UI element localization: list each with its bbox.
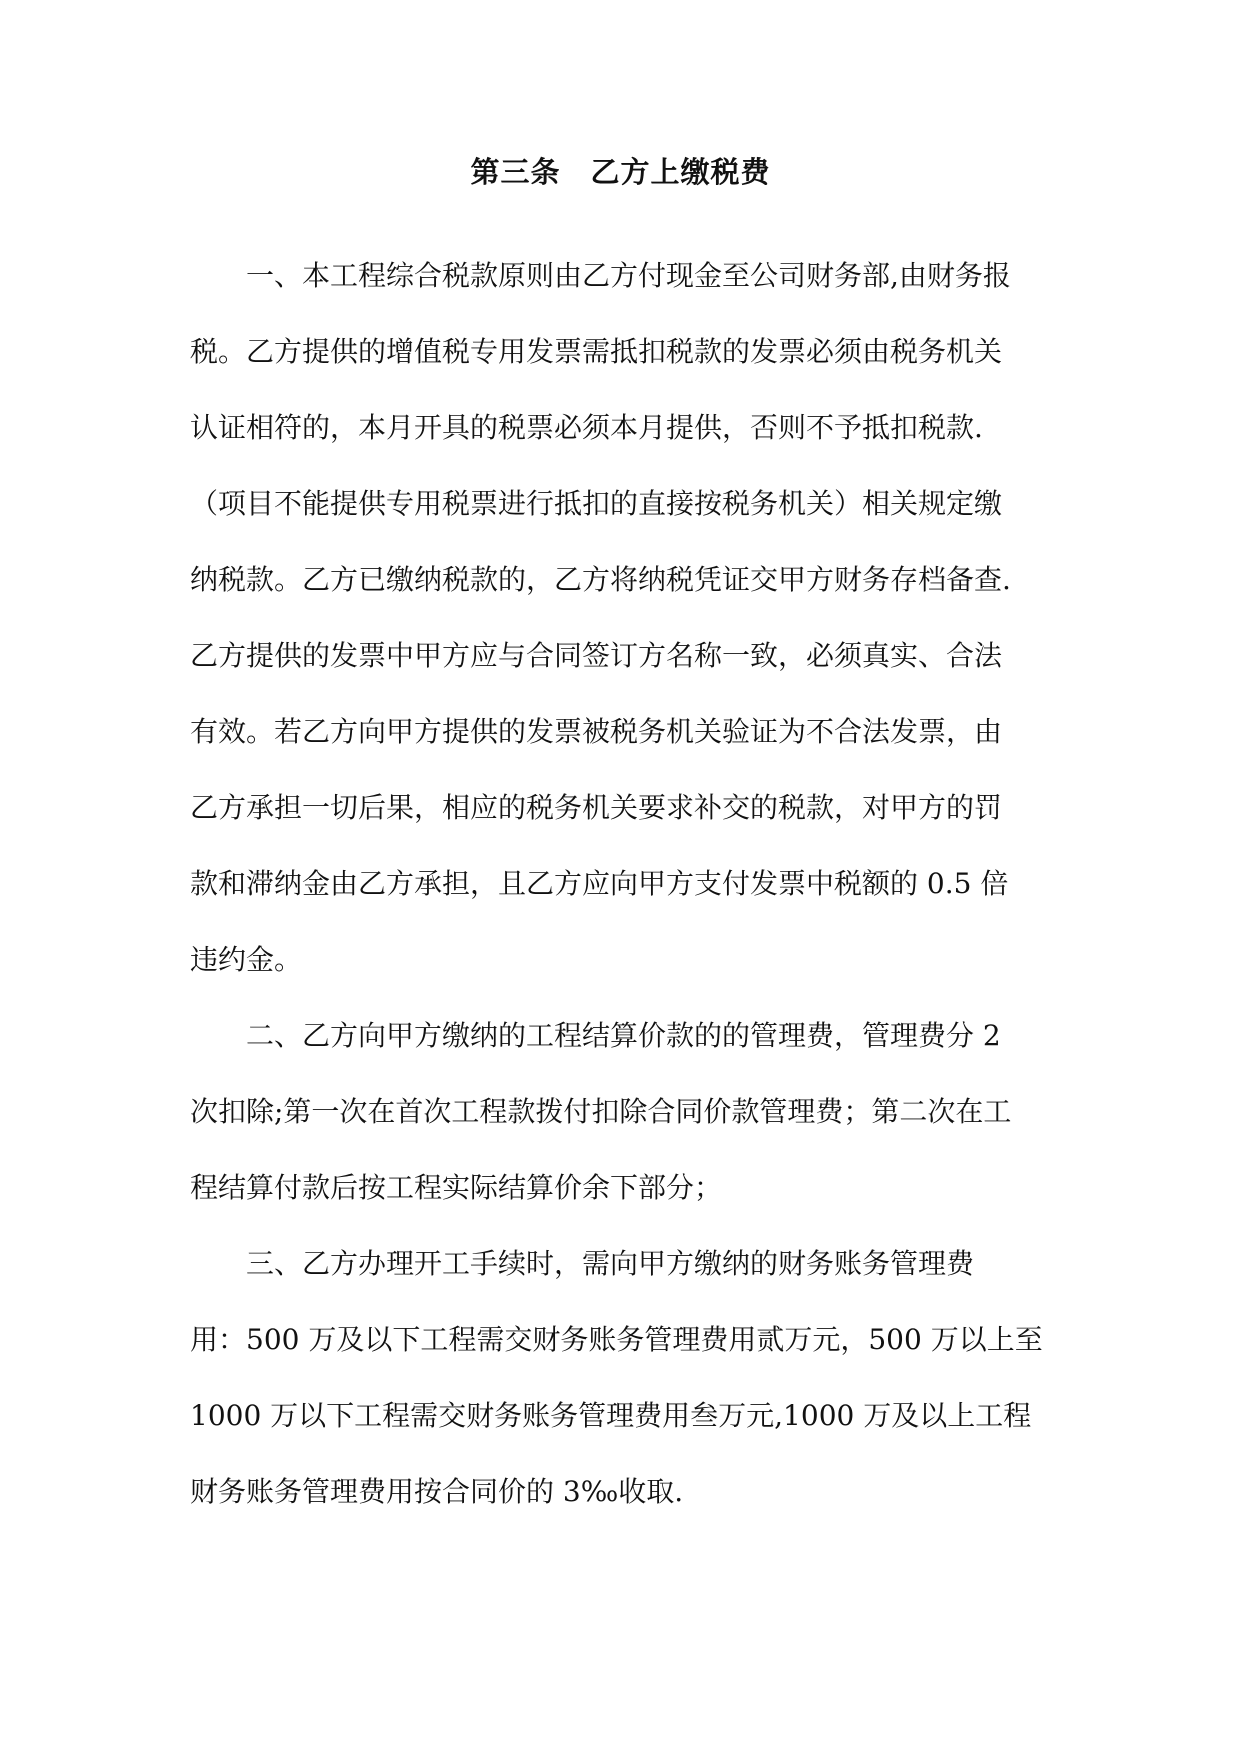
paragraph-3-line-1: 三、乙方办理开工手续时，需向甲方缴纳的财务账务管理费 [246, 1247, 975, 1280]
paragraph-1-line-10: 违约金。 [190, 943, 303, 976]
paragraph-1-line-7: 有效。若乙方向甲方提供的发票被税务机关验证为不合法发票，由 [190, 715, 1003, 748]
article-body [190, 246, 1060, 1538]
paragraph-1-line-6: 乙方提供的发票中甲方应与合同签订方名称一致，必须真实、合法 [190, 639, 1003, 672]
paragraph-1-line-9: 款和滞纳金由乙方承担，且乙方应向甲方支付发票中税额的 0.5 倍 [190, 867, 1009, 900]
paragraph-2-line-3: 程结算付款后按工程实际结算价余下部分； [190, 1171, 723, 1204]
paragraph-1-line-8: 乙方承担一切后果，相应的税务机关要求补交的税款，对甲方的罚 [190, 791, 1003, 824]
paragraph-2-line-1: 二、乙方向甲方缴纳的工程结算价款的的管理费，管理费分 2 [246, 1019, 1001, 1052]
paragraph-1-line-1: 一、本工程综合税款原则由乙方付现金至公司财务部,由财务报 [246, 259, 1011, 292]
paragraph-3-line-2: 用：500 万及以下工程需交财务账务管理费用贰万元，500 万以上至 [190, 1323, 1043, 1356]
paragraph-2-line-2: 次扣除;第一次在首次工程款拨付扣除合同价款管理费；第二次在工 [190, 1095, 1012, 1128]
paragraph-1-line-5: 纳税款。乙方已缴纳税款的，乙方将纳税凭证交甲方财务存档备查. [190, 563, 1011, 596]
paragraph-1-line-3: 认证相符的，本月开具的税票必须本月提供，否则不予抵扣税款. [190, 411, 983, 444]
paragraph-1-line-2: 税。乙方提供的增值税专用发票需抵扣税款的发票必须由税务机关 [190, 335, 1003, 368]
paragraph-1-line-4: （项目不能提供专用税票进行抵扣的直接按税务机关）相关规定缴 [190, 487, 1003, 520]
article-title: 第三条 乙方上缴税费 [470, 155, 771, 189]
paragraph-3-line-3: 1000 万以下工程需交财务账务管理费用叁万元,1000 万及以上工程 [190, 1399, 1032, 1432]
paragraph-3-line-4: 财务账务管理费用按合同价的 3‰收取. [190, 1475, 684, 1508]
